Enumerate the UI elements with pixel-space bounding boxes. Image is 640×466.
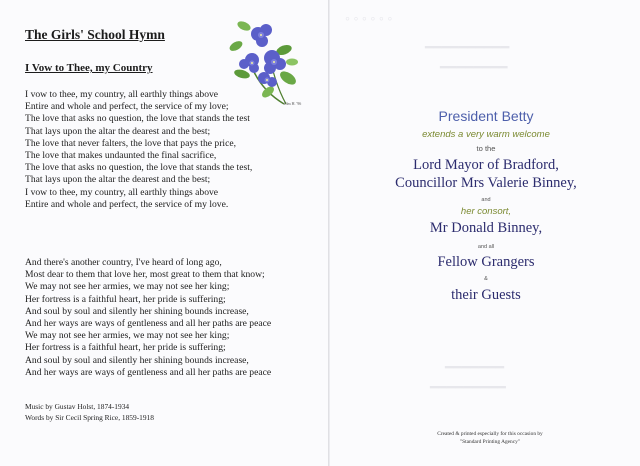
music-credit: Music by Gustav Holst, 1874-1934 bbox=[25, 402, 130, 411]
verse-line: And soul by soul and silently her shining bounds increase, bbox=[25, 354, 249, 366]
verse-line: That lays upon the altar the dearest and the best; bbox=[25, 125, 211, 137]
verse-line: And soul by soul and silently her shining bounds increase, bbox=[25, 305, 249, 317]
verse-line: We may not see her armies, we may not see her king; bbox=[25, 330, 230, 342]
show-through: ━━━━━━━━━━ bbox=[425, 41, 510, 56]
hymn-subtitle: I Vow to Thee, my Country bbox=[25, 62, 153, 74]
verse-line: Her fortress is a faithful heart, her pride is suffering; bbox=[25, 293, 226, 305]
verse-line: I vow to thee, my country, all earthly things above bbox=[25, 186, 219, 198]
printer-credit bbox=[420, 430, 560, 446]
consort-name: Mr Donald Binney, bbox=[429, 220, 543, 236]
president-name: President Betty bbox=[438, 108, 534, 124]
verse-line: And her ways are ways of gentleness and all her paths are peace bbox=[25, 366, 272, 378]
verse-line: And her ways are ways of gentleness and all her paths are peace bbox=[25, 318, 272, 330]
verse-line: The love that makes undaunted the final sacrifice, bbox=[25, 150, 217, 162]
page-fold bbox=[328, 0, 330, 466]
flower-illustration-icon bbox=[224, 12, 306, 108]
show-through: ━━━━━━━━ bbox=[440, 61, 508, 76]
show-through: ━━━━━━━━━ bbox=[430, 381, 506, 396]
and-connector: and bbox=[481, 197, 491, 203]
verse-line: We may not see her armies, we may not see her king; bbox=[25, 281, 230, 293]
to-the: to the bbox=[476, 144, 496, 153]
verse-2 bbox=[25, 257, 271, 379]
and-all: and all bbox=[477, 244, 495, 250]
verse-line: I vow to thee, my country, all earthly things above bbox=[25, 89, 219, 100]
show-through: ◦ ◦ ◦ ◦ ◦ ◦ bbox=[345, 12, 393, 27]
welcome-message bbox=[345, 108, 627, 304]
her-consort: her consort, bbox=[460, 206, 512, 217]
words-credit: Words by Sir Cecil Spring Rice, 1859-1918 bbox=[25, 413, 154, 422]
fellow-grangers: Fellow Grangers bbox=[437, 254, 535, 270]
their-guests: their Guests bbox=[451, 287, 521, 303]
ampersand: & bbox=[484, 276, 488, 282]
printer-credit-line: Created & printed especially for this occasion by bbox=[437, 431, 543, 437]
verse-line: Entire and whole and perfect, the service of my love. bbox=[25, 198, 229, 210]
verse-line: That lays upon the altar the dearest and the best; bbox=[25, 174, 211, 186]
councillor: Councillor Mrs Valerie Binney, bbox=[395, 175, 577, 191]
verse-line: Entire and whole and perfect, the service of my love; bbox=[25, 101, 229, 113]
verse-line: Her fortress is a faithful heart, her pride is suffering; bbox=[25, 342, 226, 354]
lord-mayor: Lord Mayor of Bradford, bbox=[413, 157, 559, 173]
verse-line: The love that asks no question, the love that stands the test, bbox=[25, 162, 253, 174]
printer-name: "Standard Printing Agency" bbox=[459, 439, 521, 445]
hymn-credits bbox=[25, 401, 154, 423]
extends-welcome: extends a very warm welcome bbox=[422, 129, 550, 140]
verse-line: The love that never falters, the love that pays the price, bbox=[25, 137, 236, 149]
show-through: ━━━━━━━ bbox=[445, 361, 505, 376]
verse-1 bbox=[25, 89, 252, 211]
hymn-title: The Girls' School Hymn bbox=[25, 27, 165, 42]
verse-line: Most dear to them that love her, most great to them that know; bbox=[25, 269, 265, 281]
verse-line: The love that asks no question, the love that stands the test bbox=[25, 113, 250, 125]
artist-signature: Elm H. '96 bbox=[284, 101, 302, 106]
verse-line: And there's another country, I've heard of long ago, bbox=[25, 257, 222, 268]
